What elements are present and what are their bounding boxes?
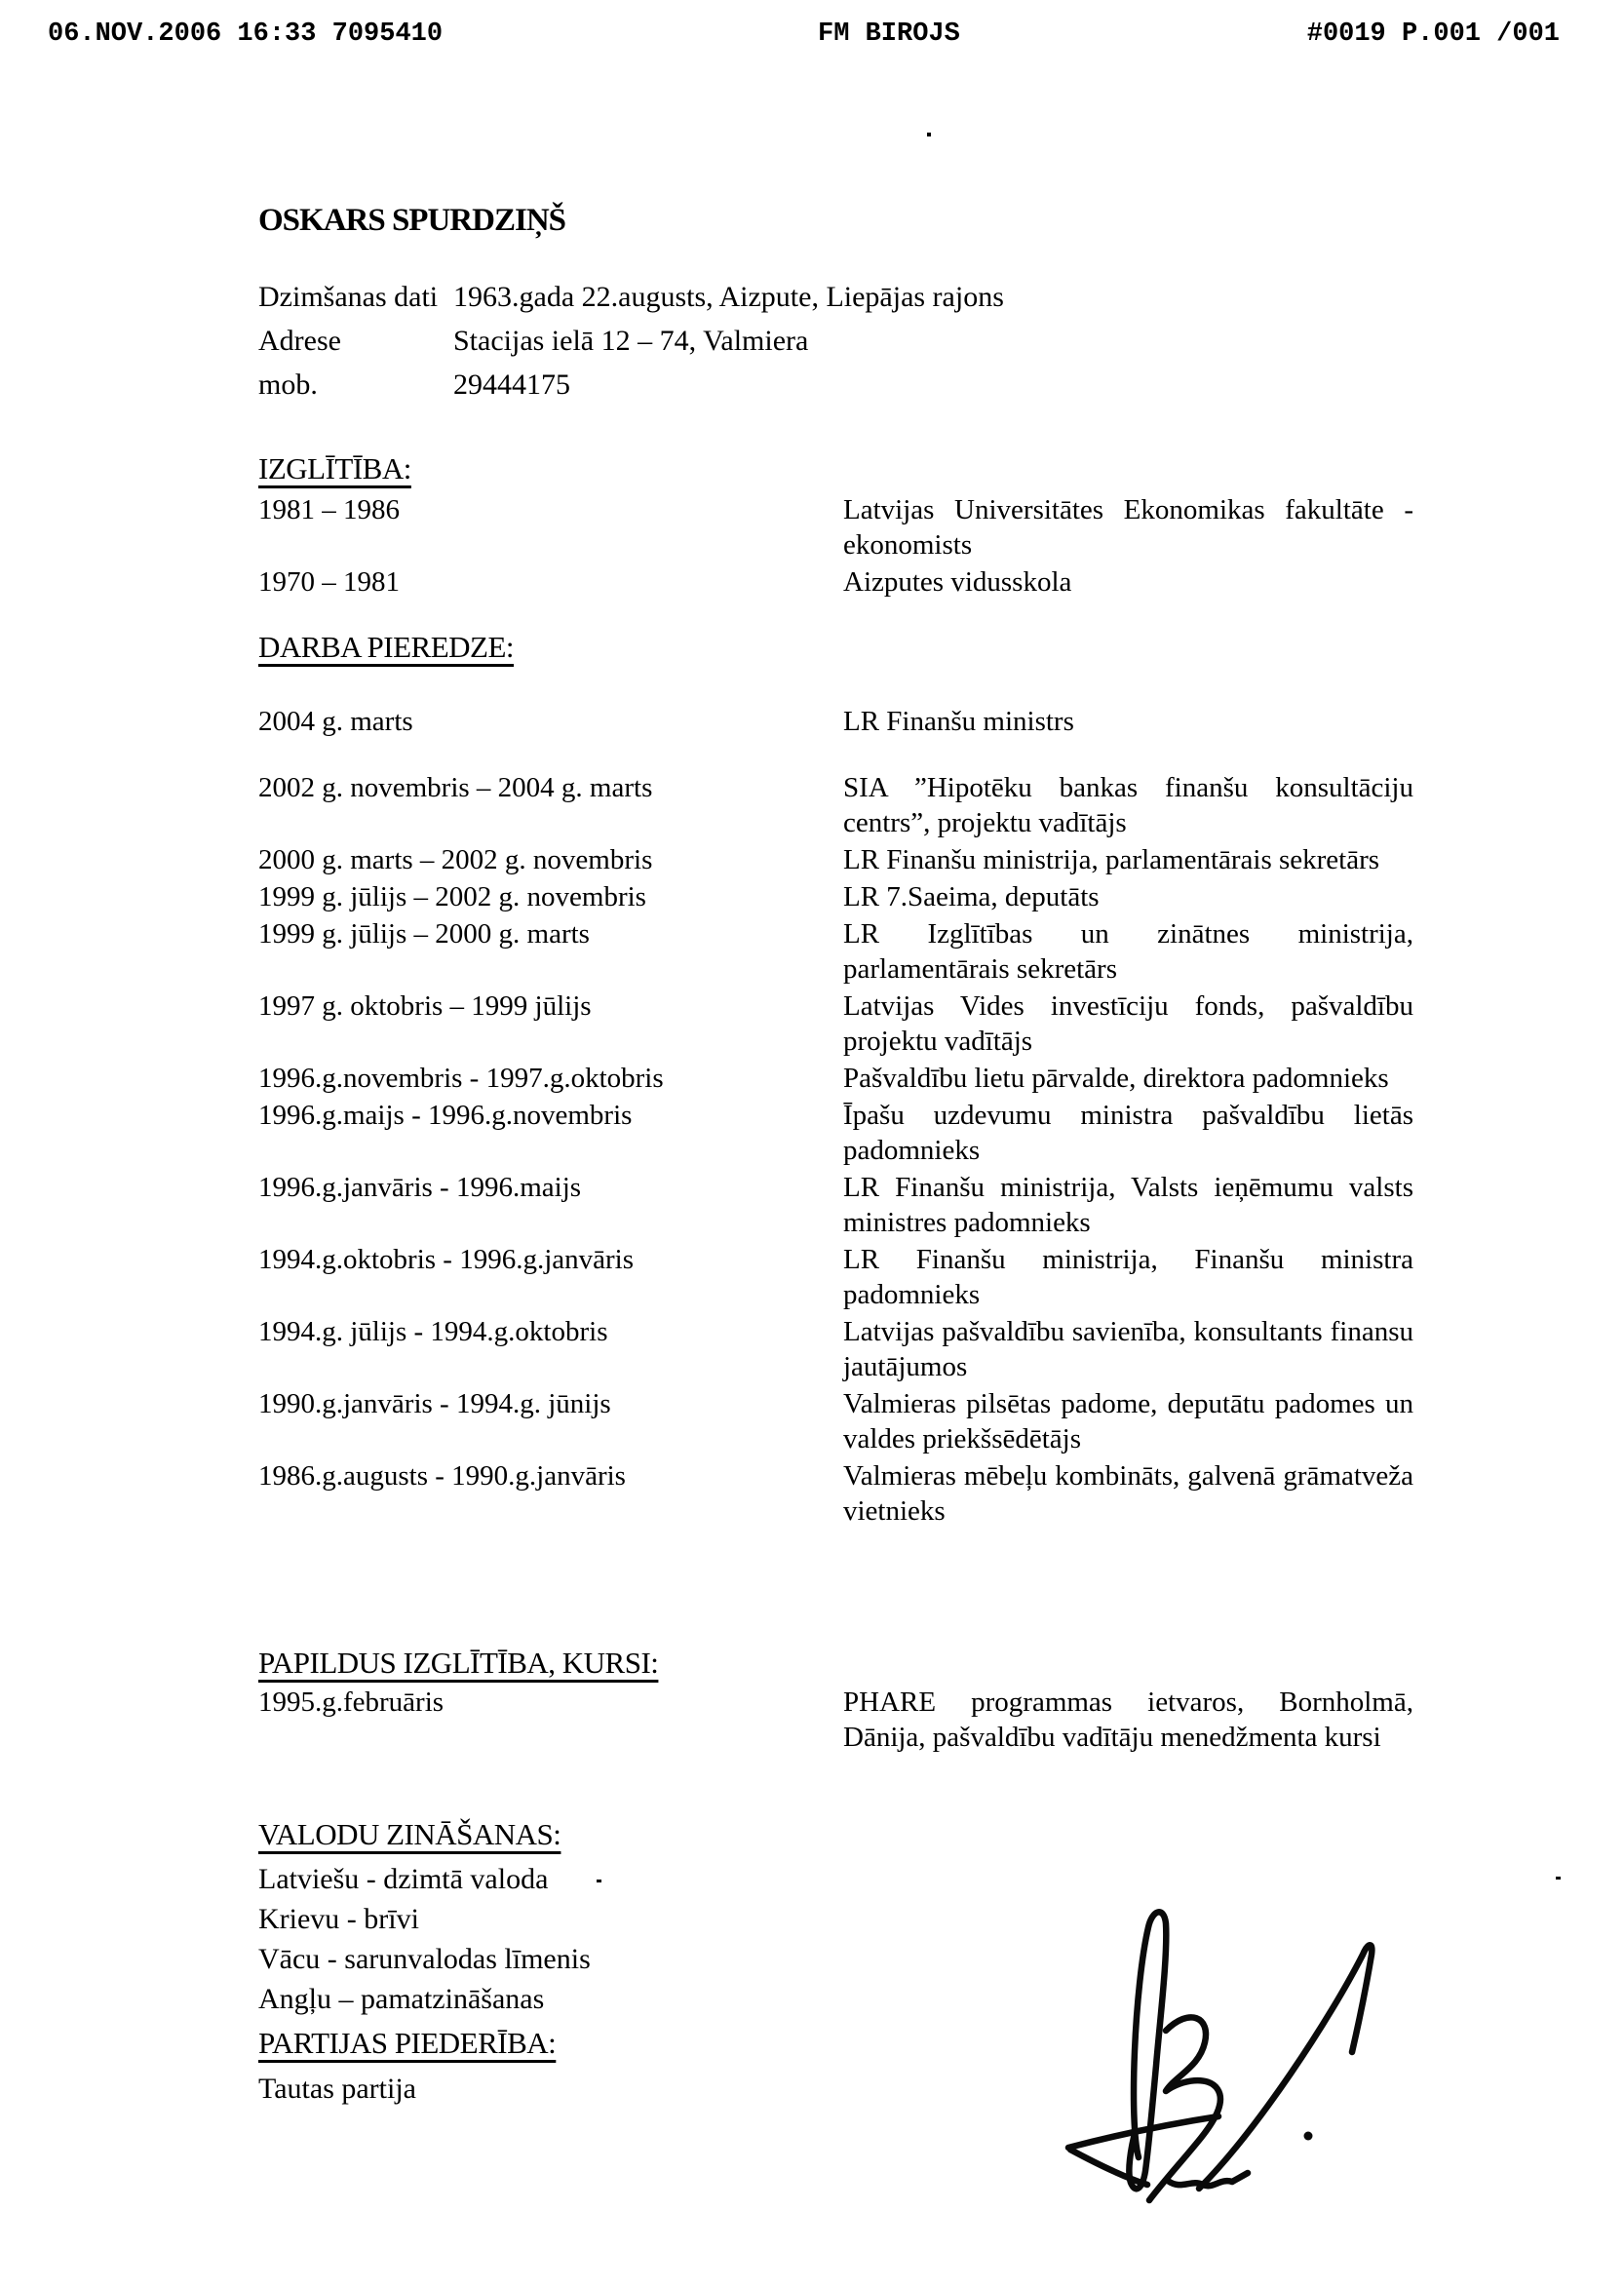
- entry-description: SIA ”Hipotēku bankas finanšu konsultāciju centrs”, projektu vadītājs: [843, 772, 1413, 838]
- personal-info-row: [258, 363, 1004, 407]
- experience-entry: [258, 842, 1418, 877]
- entry-description: Īpašu uzdevumu ministra pašvaldību lietās padomnieks: [843, 1100, 1413, 1166]
- courses-entries: [258, 1685, 1418, 1755]
- education-heading: IZGLĪTĪBA:: [258, 451, 411, 485]
- entry-period: 1996.g.janvāris - 1996.maijs: [258, 1172, 582, 1203]
- education-entry: [258, 492, 1418, 562]
- entry-description: Aizputes vidusskola: [843, 566, 1072, 598]
- experience-heading: DARBA PIEREDZE:: [258, 630, 515, 664]
- personal-info-row: [258, 319, 1004, 363]
- entry-period: 1999 g. jūlijs – 2002 g. novembris: [258, 881, 646, 912]
- entry-description: Valmieras mēbeļu kombināts, galvenā grāmatveža vietnieks: [843, 1460, 1413, 1527]
- entry-description: Latvijas Universitātes Ekonomikas fakultāte - ekonomists: [843, 494, 1413, 561]
- personal-info-value: 29444175: [453, 368, 570, 401]
- personal-info-value: 1963.gada 22.augusts, Aizpute, Liepājas rajons: [453, 281, 1004, 313]
- fax-transmission-header: [0, 19, 1624, 55]
- person-name: OSKARS SPURDZIŅŠ: [258, 203, 565, 238]
- entry-description: Pašvaldību lietu pārvalde, direktora padomnieks: [843, 1063, 1389, 1094]
- experience-section: [258, 630, 1418, 1531]
- experience-entry: [258, 770, 1418, 840]
- experience-entries: [258, 704, 1418, 1529]
- handwritten-signature: [1053, 1896, 1384, 2208]
- languages-heading: VALODU ZINĀŠANAS:: [258, 1817, 561, 1851]
- entry-description: Valmieras pilsētas padome, deputātu padomes un valdes priekšsēdētājs: [843, 1388, 1413, 1454]
- courses-section: [258, 1646, 1418, 1757]
- entry-period: 1981 – 1986: [258, 494, 400, 525]
- entry-description: LR Finanšu ministrija, Finanšu ministra padomnieks: [843, 1244, 1413, 1310]
- experience-entry: [258, 879, 1418, 914]
- entry-period: 1996.g.maijs - 1996.g.novembris: [258, 1100, 633, 1131]
- entry-period: 1997 g. oktobris – 1999 jūlijs: [258, 990, 592, 1022]
- language-item: Vācu - sarunvalodas līmenis: [258, 1943, 591, 1975]
- entry-period: 2004 g. marts: [258, 706, 413, 737]
- experience-entry: [258, 1242, 1418, 1312]
- entry-period: 2000 g. marts – 2002 g. novembris: [258, 844, 653, 875]
- experience-entry: [258, 1061, 1418, 1096]
- entry-period: 1994.g. jūlijs - 1994.g.oktobris: [258, 1316, 608, 1347]
- entry-period: 2002 g. novembris – 2004 g. marts: [258, 772, 653, 803]
- scan-artifact-dot: [597, 1880, 601, 1882]
- entry-period: 1996.g.novembris - 1997.g.oktobris: [258, 1063, 664, 1094]
- scan-artifact-dot: [1556, 1877, 1561, 1880]
- courses-heading: PAPILDUS IZGLĪTĪBA, KURSI:: [258, 1646, 659, 1680]
- entry-description: Latvijas pašvaldību savienība, konsultants finansu jautājumos: [843, 1316, 1413, 1382]
- entry-description: Latvijas Vides investīciju fonds, pašvaldību projektu vadītājs: [843, 990, 1413, 1057]
- language-item: Angļu – pamatzināšanas: [258, 1983, 545, 2015]
- education-section: [258, 451, 1418, 601]
- education-entries: [258, 492, 1418, 600]
- language-item: Krievu - brīvi: [258, 1903, 419, 1935]
- personal-info-row: [258, 275, 1004, 319]
- entry-description: LR Finanšu ministrija, Valsts ieņēmumu valsts ministres padomnieks: [843, 1172, 1413, 1238]
- personal-info-label: mob.: [258, 368, 318, 401]
- personal-info-label: Adrese: [258, 325, 341, 357]
- experience-entry: [258, 704, 1418, 739]
- entry-description: PHARE programmas ietvaros, Bornholmā, Dānija, pašvaldību vadītāju menedžmenta kursi: [843, 1687, 1413, 1753]
- party-heading: PARTIJAS PIEDERĪBA:: [258, 2026, 557, 2060]
- entry-period: 1994.g.oktobris - 1996.g.janvāris: [258, 1244, 635, 1275]
- courses-entry: [258, 1685, 1418, 1755]
- education-entry: [258, 564, 1418, 600]
- fax-sender: FM BIROJS: [818, 19, 960, 49]
- experience-entry: [258, 916, 1418, 987]
- fax-page-info: #0019 P.001 /001: [1306, 19, 1560, 49]
- signature-scrawl-icon: [1053, 1896, 1384, 2208]
- entry-period: 1999 g. jūlijs – 2000 g. marts: [258, 918, 590, 950]
- experience-entry: [258, 1098, 1418, 1168]
- personal-info-label: Dzimšanas dati: [258, 281, 439, 313]
- entry-period: 1970 – 1981: [258, 566, 400, 598]
- fax-timestamp: 06.NOV.2006 16:33 7095410: [48, 19, 444, 49]
- entry-description: LR Finanšu ministrs: [843, 706, 1074, 737]
- experience-entry: [258, 1314, 1418, 1384]
- scan-artifact-dot: [927, 133, 931, 136]
- entry-description: LR Izglītības un zinātnes ministrija, parlamentārais sekretārs: [843, 918, 1413, 985]
- experience-entry: [258, 989, 1418, 1059]
- entry-period: 1990.g.janvāris - 1994.g. jūnijs: [258, 1388, 611, 1419]
- experience-entry: [258, 1458, 1418, 1529]
- entry-period: 1995.g.februāris: [258, 1687, 445, 1718]
- personal-info: [258, 275, 1004, 407]
- entry-description: LR Finanšu ministrija, parlamentārais sekretārs: [843, 844, 1380, 875]
- personal-info-value: Stacijas ielā 12 – 74, Valmiera: [453, 325, 809, 357]
- entry-period: 1986.g.augusts - 1990.g.janvāris: [258, 1460, 626, 1492]
- language-item: Latviešu - dzimtā valoda: [258, 1863, 549, 1895]
- party-item: Tautas partija: [258, 2073, 416, 2105]
- experience-entry: [258, 1170, 1418, 1240]
- entry-description: LR 7.Saeima, deputāts: [843, 881, 1100, 912]
- experience-entry: [258, 1386, 1418, 1456]
